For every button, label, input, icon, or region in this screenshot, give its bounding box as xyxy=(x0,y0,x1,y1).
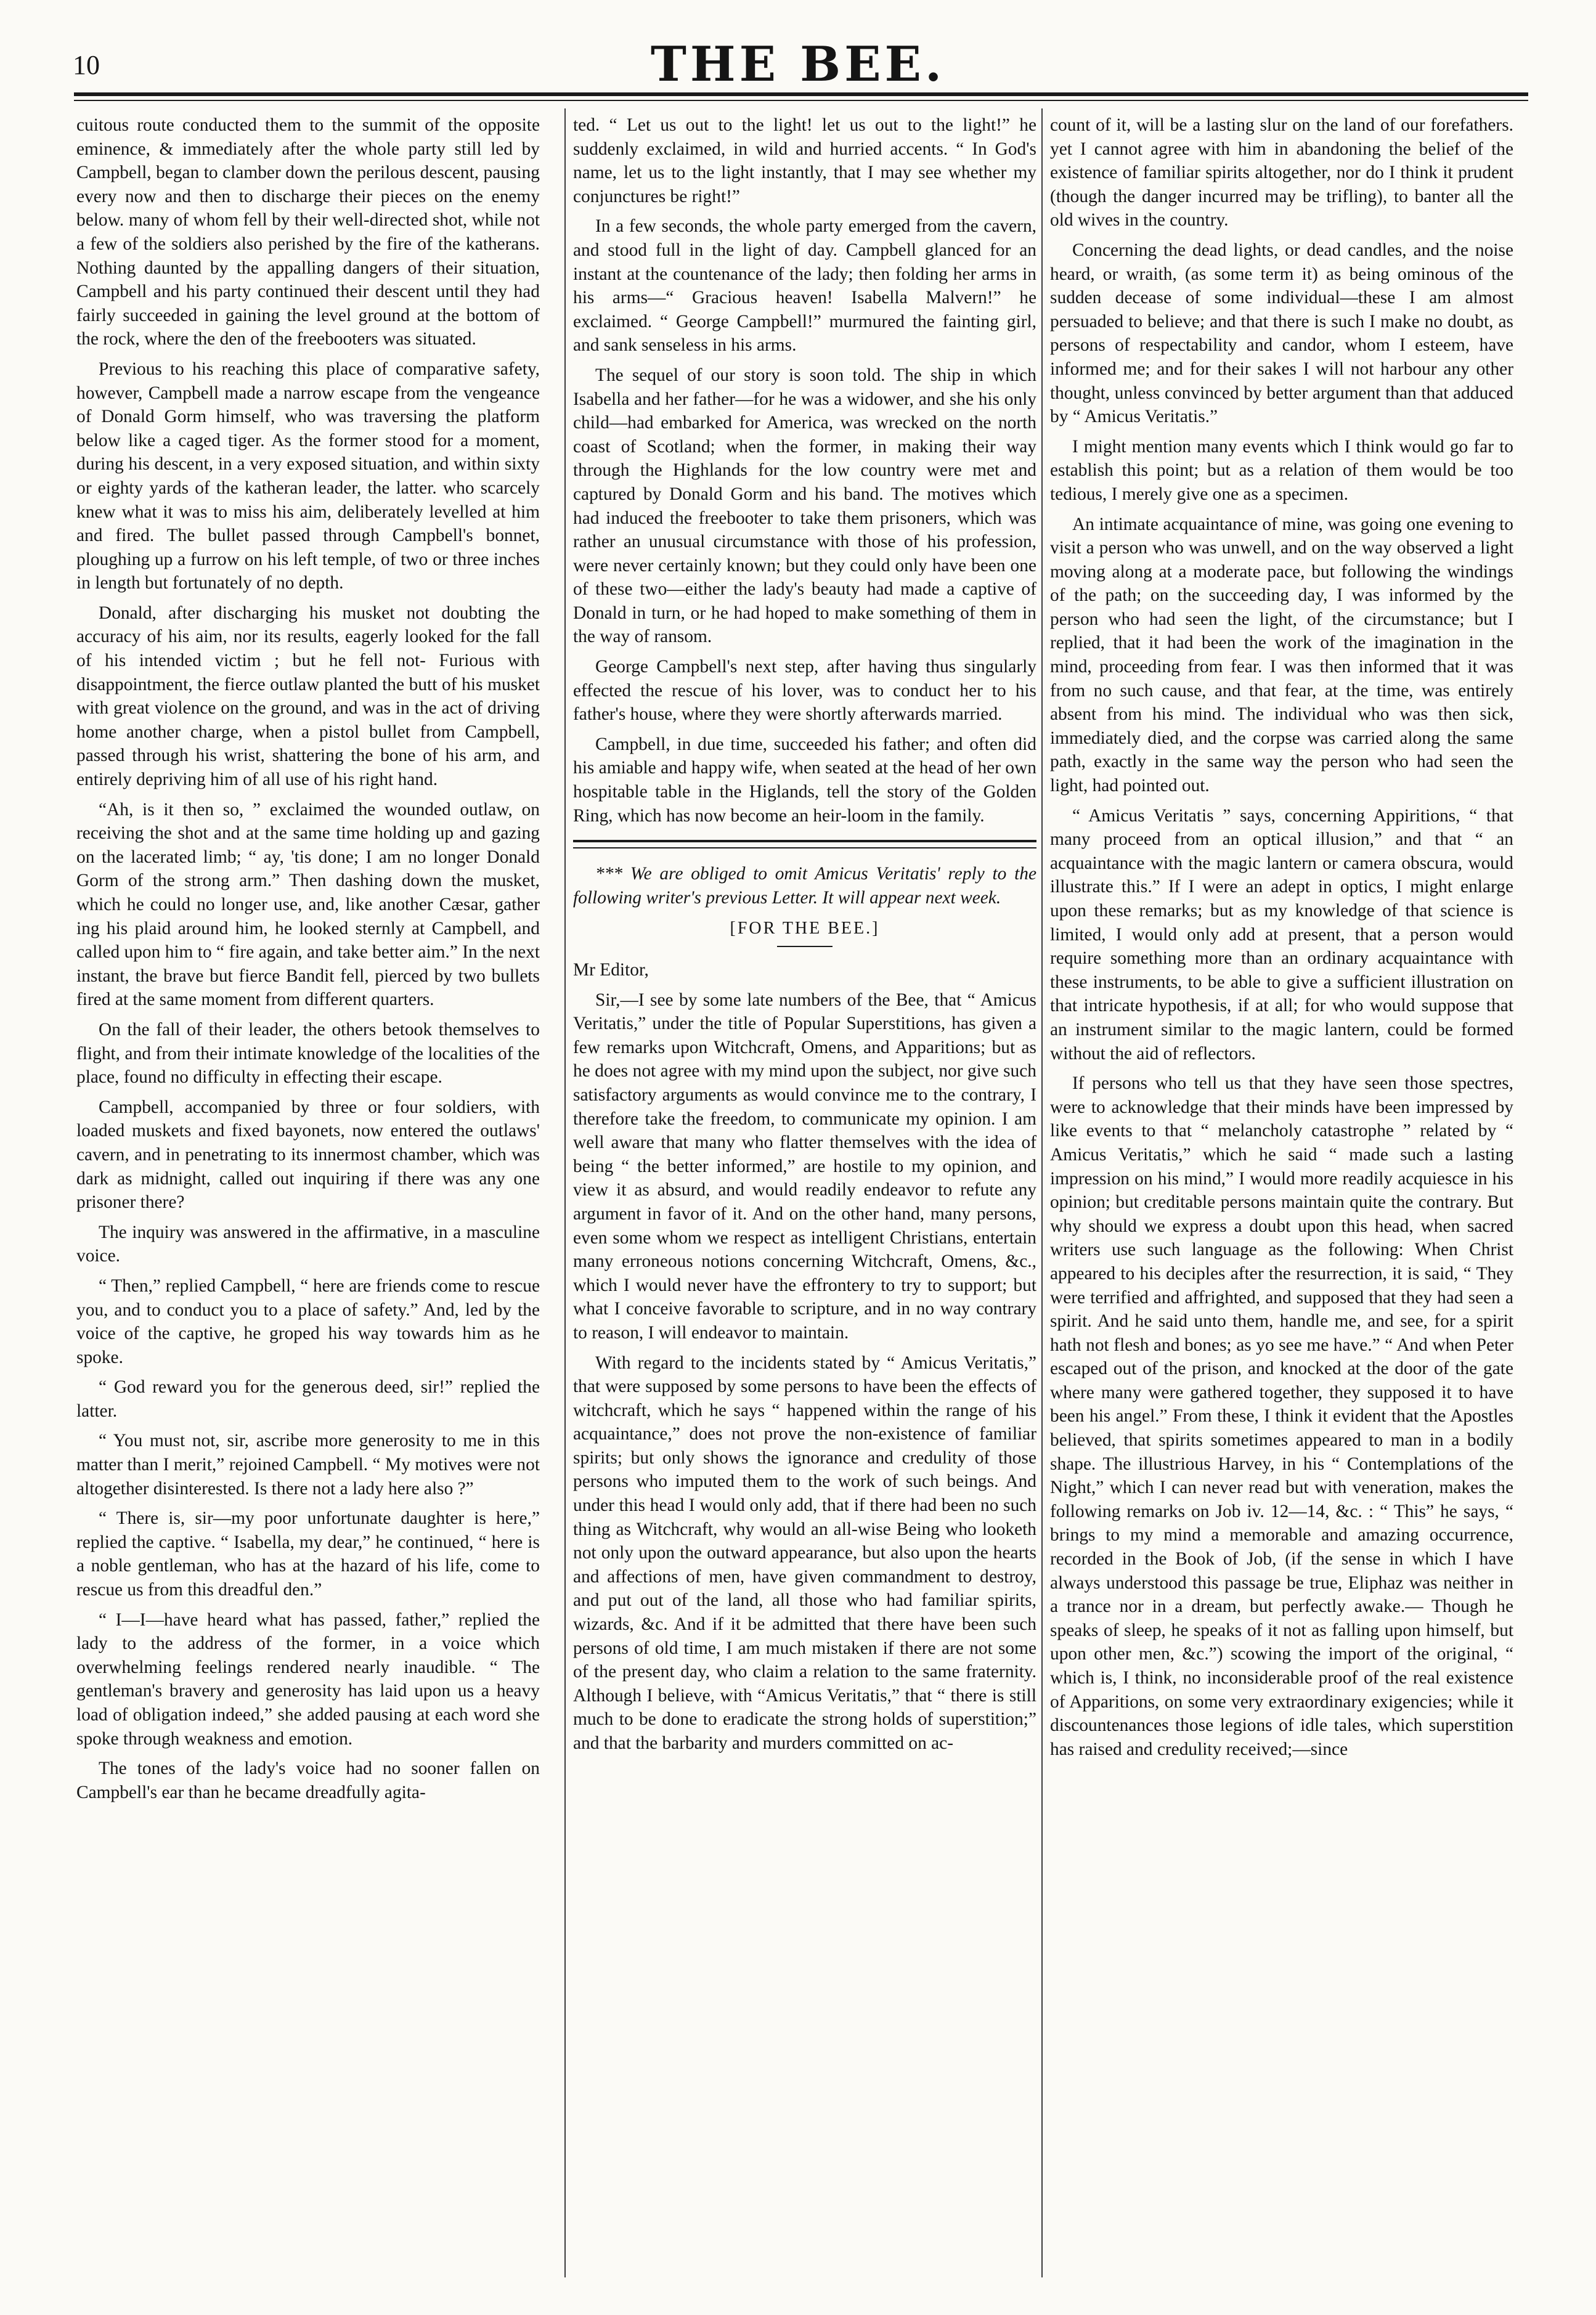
column-3 xyxy=(1050,113,1513,2282)
paragraph: “ You must not, sir, ascribe more generosity to me in this matter than I merit,” rejoined Campbell. “ My motives were not altogether disinterested. Is there not a lady here also ?” xyxy=(76,1431,540,1499)
paragraph: The inquiry was answered in the affirmative, in a masculine voice. xyxy=(76,1222,540,1266)
paragraph: George Campbell's next step, after having thus singularly effected the rescue of his lover, was to conduct her to his father's house, where they were shortly afterwards married. xyxy=(573,657,1036,725)
column-divider-1 xyxy=(564,108,566,2277)
header-rule-thin xyxy=(74,100,1528,101)
paragraph: ted. “ Let us out to the light! let us out to the light!” he suddenly exclaimed, in wild and hurried accents. “ In God's name, let us to the light instantly, that I may see whether my conjunctures be right!” xyxy=(573,115,1036,206)
paragraph: An intimate acquaintance of mine, was going one evening to visit a person who was unwell, and on the way observed a light moving along at a moderate pace, but following the windings of the path; on the succeeding day, I was informed by the person who had seen the light, of the circumstance; but I replied, that it had been the work of the imagination in the mind, proceeding from fear. I was then informed that it was from no such cause, and that fear, at the time, was entirely absent from his mind. The individual who was then sick, immediately died, and the corpse was carried along the same path, exactly in the same way the person who had seen the light, had pointed out. xyxy=(1050,514,1513,796)
paragraph: Donald, after discharging his musket not doubting the accuracy of his aim, nor its results, eagerly looked for the fall of his intended victim ; but he fell not- Furious with disappointment, the fierce outlaw planted the butt of his musket with great violence on the ground, and was in the act of driving home another charge, when a pistol bullet from Campbell, passed through his wrist, shattering the bone of his arm, and entirely depriving him of all use of his right hand. xyxy=(76,603,540,790)
paragraph: The tones of the lady's voice had no sooner fallen on Campbell's ear than he became dreadfully agita- xyxy=(76,1759,540,1802)
paragraph: With regard to the incidents stated by “ Amicus Veritatis,” that were supposed by some persons to have been the effects of witchcraft, which he says “ happened within the range of his acquaintance,” does not prove the non-existence of familiar spirits; but only shows the ignorance and credulity of those persons who imputed them to the work of such beings. And under this head I would only add, that if there had been no such thing as Witchcraft, why would an all-wise Being who looketh not only upon the outward appearance, but also upon the hearts and affections of men, have given commandment to destroy, and put out of the land, all those who had familiar spirits, wizards, &c. And if it be admitted that there have been such persons of old time, I am much mistaken if there are not some of the present day, who claim a relation to the same fraternity. Although I believe, with “Amicus Veritatis,” that “ there is still much to be done to eradicate the strong holds of superstition;” and that the barbarity and murders committed on ac- xyxy=(573,1353,1036,1753)
paragraph: count of it, will be a lasting slur on the land of our forefathers. yet I cannot agree with him in abandoning the belief of the existence of familiar spirits altogether, nor do I think it prudent (though the danger incurred may be trifling), to banter all the old wives in the country. xyxy=(1050,115,1513,230)
paragraph: “ I—I—have heard what has passed, father,” replied the lady to the address of the former, in a voice which overwhelming feelings rendered nearly inaudible. “ The gentleman's bravery and generosity has laid upon us a heavy load of obligation indeed,” she added pausing at each word she spoke through weakness and emotion. xyxy=(76,1609,540,1749)
paragraph: “ Then,” replied Campbell, “ here are friends come to rescue you, and to conduct you to a place of safety.” And, led by the voice of the captive, he groped his way towards him as he spoke. xyxy=(76,1275,540,1367)
paragraph: “ God reward you for the generous deed, sir!” replied the latter. xyxy=(76,1377,540,1421)
header-rule-thick xyxy=(74,92,1528,96)
heading-underline xyxy=(777,946,833,947)
paragraph: On the fall of their leader, the others betook themselves to flight, and from their intimate knowledge of the localities of the place, found no difficulty in effecting their escape. xyxy=(76,1019,540,1088)
paragraph: Campbell, accompanied by three or four soldiers, with loaded muskets and fixed bayonets, now entered the outlaws' cavern, and in penetrating to its innermost chamber, which was dark as midnight, called out inquiring if there was any one prisoner there? xyxy=(76,1097,540,1213)
paragraph: Previous to his reaching this place of comparative safety, however, Campbell made a narrow escape from the vengeance of Donald Gorm himself, who was traversing the platform below like a caged tiger. As the former stood for a moment, during his descent, in a very exposed situation, and within sixty or eighty yards of the katheran leader, the latter. who scarcely knew what it was to miss his aim, deliberately levelled at him and fired. The bullet passed through Campbell's bonnet, ploughing up a furrow on his left temple, of two or three inches in length but fortunately of no depth. xyxy=(76,359,540,593)
letter-heading: [FOR THE BEE.] xyxy=(730,919,880,938)
masthead-title: THE BEE. xyxy=(650,36,946,92)
page-number: 10 xyxy=(73,50,100,80)
paragraph: cuitous route conducted them to the summit of the opposite eminence, & immediately after the whole party still led by Campbell, began to clamber down the perilous descent, pausing every now and then to discharge their pieces on the enemy below. many of whom fell by their well-directed shot, while not a few of the soldiers also perished by the fire of the katherans. Nothing daunted by the appalling dangers of their situation, Campbell and his party continued their descent until they had fairly succeeded in gaining the level ground at the bottom of the rock, where the den of the freebooters was situated. xyxy=(76,115,540,349)
paragraph: If persons who tell us that they have seen those spectres, were to acknowledge that their minds have been impressed by like events to that “ melancholy catastrophe ” related by “ Amicus Veritatis,” which he said “ made such a lasting impression on his mind,” I would more readily acquiesce in his opinion; but creditable persons maintain quite the contrary. But why should we express a doubt upon this head, when sacred writers use such language as the following: When Christ appeared to his deciples after the resurrection, it is said, “ They were terrified and affrighted, and supposed that they had seen a spirit. And he said unto them, handle me, and see, for a spirit hath not flesh and bones; as yo see me have.” “ And when Peter escaped out of the prison, and knocked at the door of the gate where many were gathered together, they supposed it to have been his angel.” From these, I think it evident that the Apostles believed, that spirits sometimes appeared to man in a bodily shape. The illustrious Harvey, in his “ Contemplations of the Night,” which I can never read but with veneration, makes the following remarks on Job iv. 12—14, &c. : “ This” he says, “ brings to my mind a memorable and amazing occurrence, recorded in the Book of Job, (if the sense in which I have always understood this passage be true, Eliphaz was neither in a trance nor in a dream, but perfectly awake.— Though he speaks of sleep, he speaks of it not as falling upon himself, but upon other men, &c.”) scowing the import of the original, “ which is, I think, no inconsiderable proof of the real existence of Apparitions, on some very extraordinary exigencies; while it discountenances those legions of idle tales, which superstition has raised and credulity received;—since xyxy=(1050,1073,1513,1759)
paragraph: Concerning the dead lights, or dead candles, and the noise heard, or wraith, (as some term it) as being ominous of the sudden decease of some individual—these I am almost persuaded to believe; and that there is such I make no doubt, as persons of respectability and candor, whom I esteem, have informed me; and for their sakes I will not harbour any other thought, unless convinced by better argument than that adduced by “ Amicus Veritatis.” xyxy=(1050,240,1513,427)
paragraph: The sequel of our story is soon told. The ship in which Isabella and her father—for he was a widower, and she his only child—had embarked for America, was wrecked on the north coast of Scotland; when the former, in making their way through the Highlands for the low country were met and captured by Donald Gorm and his band. The motives which had induced the freebooter to take them prisoners, which was rather an unusual circumstance with those of his profession, were never certainly known; but they could only have been one of these two—either the lady's beauty had made a captive of Donald in turn, or he had hoped to make something of them in the way of ransom. xyxy=(573,365,1036,647)
salutation: Mr Editor, xyxy=(573,960,649,980)
column-2 xyxy=(573,113,1036,2282)
column-1 xyxy=(76,113,540,2282)
section-separator xyxy=(573,840,1036,848)
paragraph: “ Amicus Veritatis ” says, concerning Appiritions, “ that many proceed from an optical illusion,” and that “ an acquaintance with the magic lantern or camera obscura, would illustrate this.” If I were an adept in optics, I might enlarge upon these remarks; but as my knowledge of that science is limited, I would only add at present, that a person would require something more than an ordinary acquaintance with these instruments, to be able to give a sufficient illustration on that intricate hypothesis, if at all; for who would suppose that an instrument similar to the magic lantern, could be formed without the aid of reflectors. xyxy=(1050,805,1513,1064)
paragraph: “ There is, sir—my poor unfortunate daughter is here,” replied the captive. “ Isabella, my dear,” he continued, “ here is a noble gentleman, who has at the hazard of his life, come to rescue us from this dreadful den.” xyxy=(76,1508,540,1600)
paragraph: In a few seconds, the whole party emerged from the cavern, and stood full in the light of day. Campbell glanced for an instant at the countenance of the lady; then folding her arms in his arms—“ Gracious heaven! Isabella Malvern!” he exclaimed. “ George Campbell!” murmured the fainting girl, and sank senseless in his arms. xyxy=(573,216,1036,356)
paragraph: I might mention many events which I think would go far to establish this point; but as a relation of them would be too tedious, I merely give one as a specimen. xyxy=(1050,436,1513,504)
paragraph: Sir,—I see by some late numbers of the Bee, that “ Amicus Veritatis,” under the title of Popular Superstitions, has given a few remarks upon Witchcraft, Omens, and Apparitions; but as he does not agree with my mind upon the subject, nor give such satisfactory arguments as would convince me to the contrary, I therefore take the freedom, to communicate my opinion. I am well aware that many who flatter themselves with the idea of being “ the better informed,” are hostile to my opinion, and view it as absurd, and would readily endeavor to refute any argument in favor of it. And on the other hand, many persons, even some whom we respect as intelligent Christians, entertain many erroneous notions concerning Witchcraft, Omens, &c., which I would never have the effrontery to try to support; but what I conceive favorable to scripture, and in no way contrary to reason, I will endeavor to maintain. xyxy=(573,990,1036,1343)
column-divider-2 xyxy=(1041,108,1043,2277)
paragraph: “Ah, is it then so, ” exclaimed the wounded outlaw, on receiving the shot and at the same time holding up and gazing on the lacerated limb; “ ay, 'tis done; I am no longer Donald Gorm of the strong arm.” Then dashing down the musket, which he could no longer use, and, like another Cæsar, gather ing his plaid around him, he looked sternly at Campbell, and called upon him to “ fire again, and take better aim.” In the next instant, the brave but fierce Bandit fell, pierced by two bullets fired at the same moment from different quarters. xyxy=(76,799,540,1010)
editor-note: *** We are obliged to omit Amicus Veritatis' reply to the following writer's previous Letter. It will appear next week. xyxy=(573,864,1036,908)
paragraph: Campbell, in due time, succeeded his father; and often did his amiable and happy wife, when seated at the head of her own hospitable table in the Higlands, tell the story of the Golden Ring, which has now become an heir-loom in the family. xyxy=(573,734,1036,826)
